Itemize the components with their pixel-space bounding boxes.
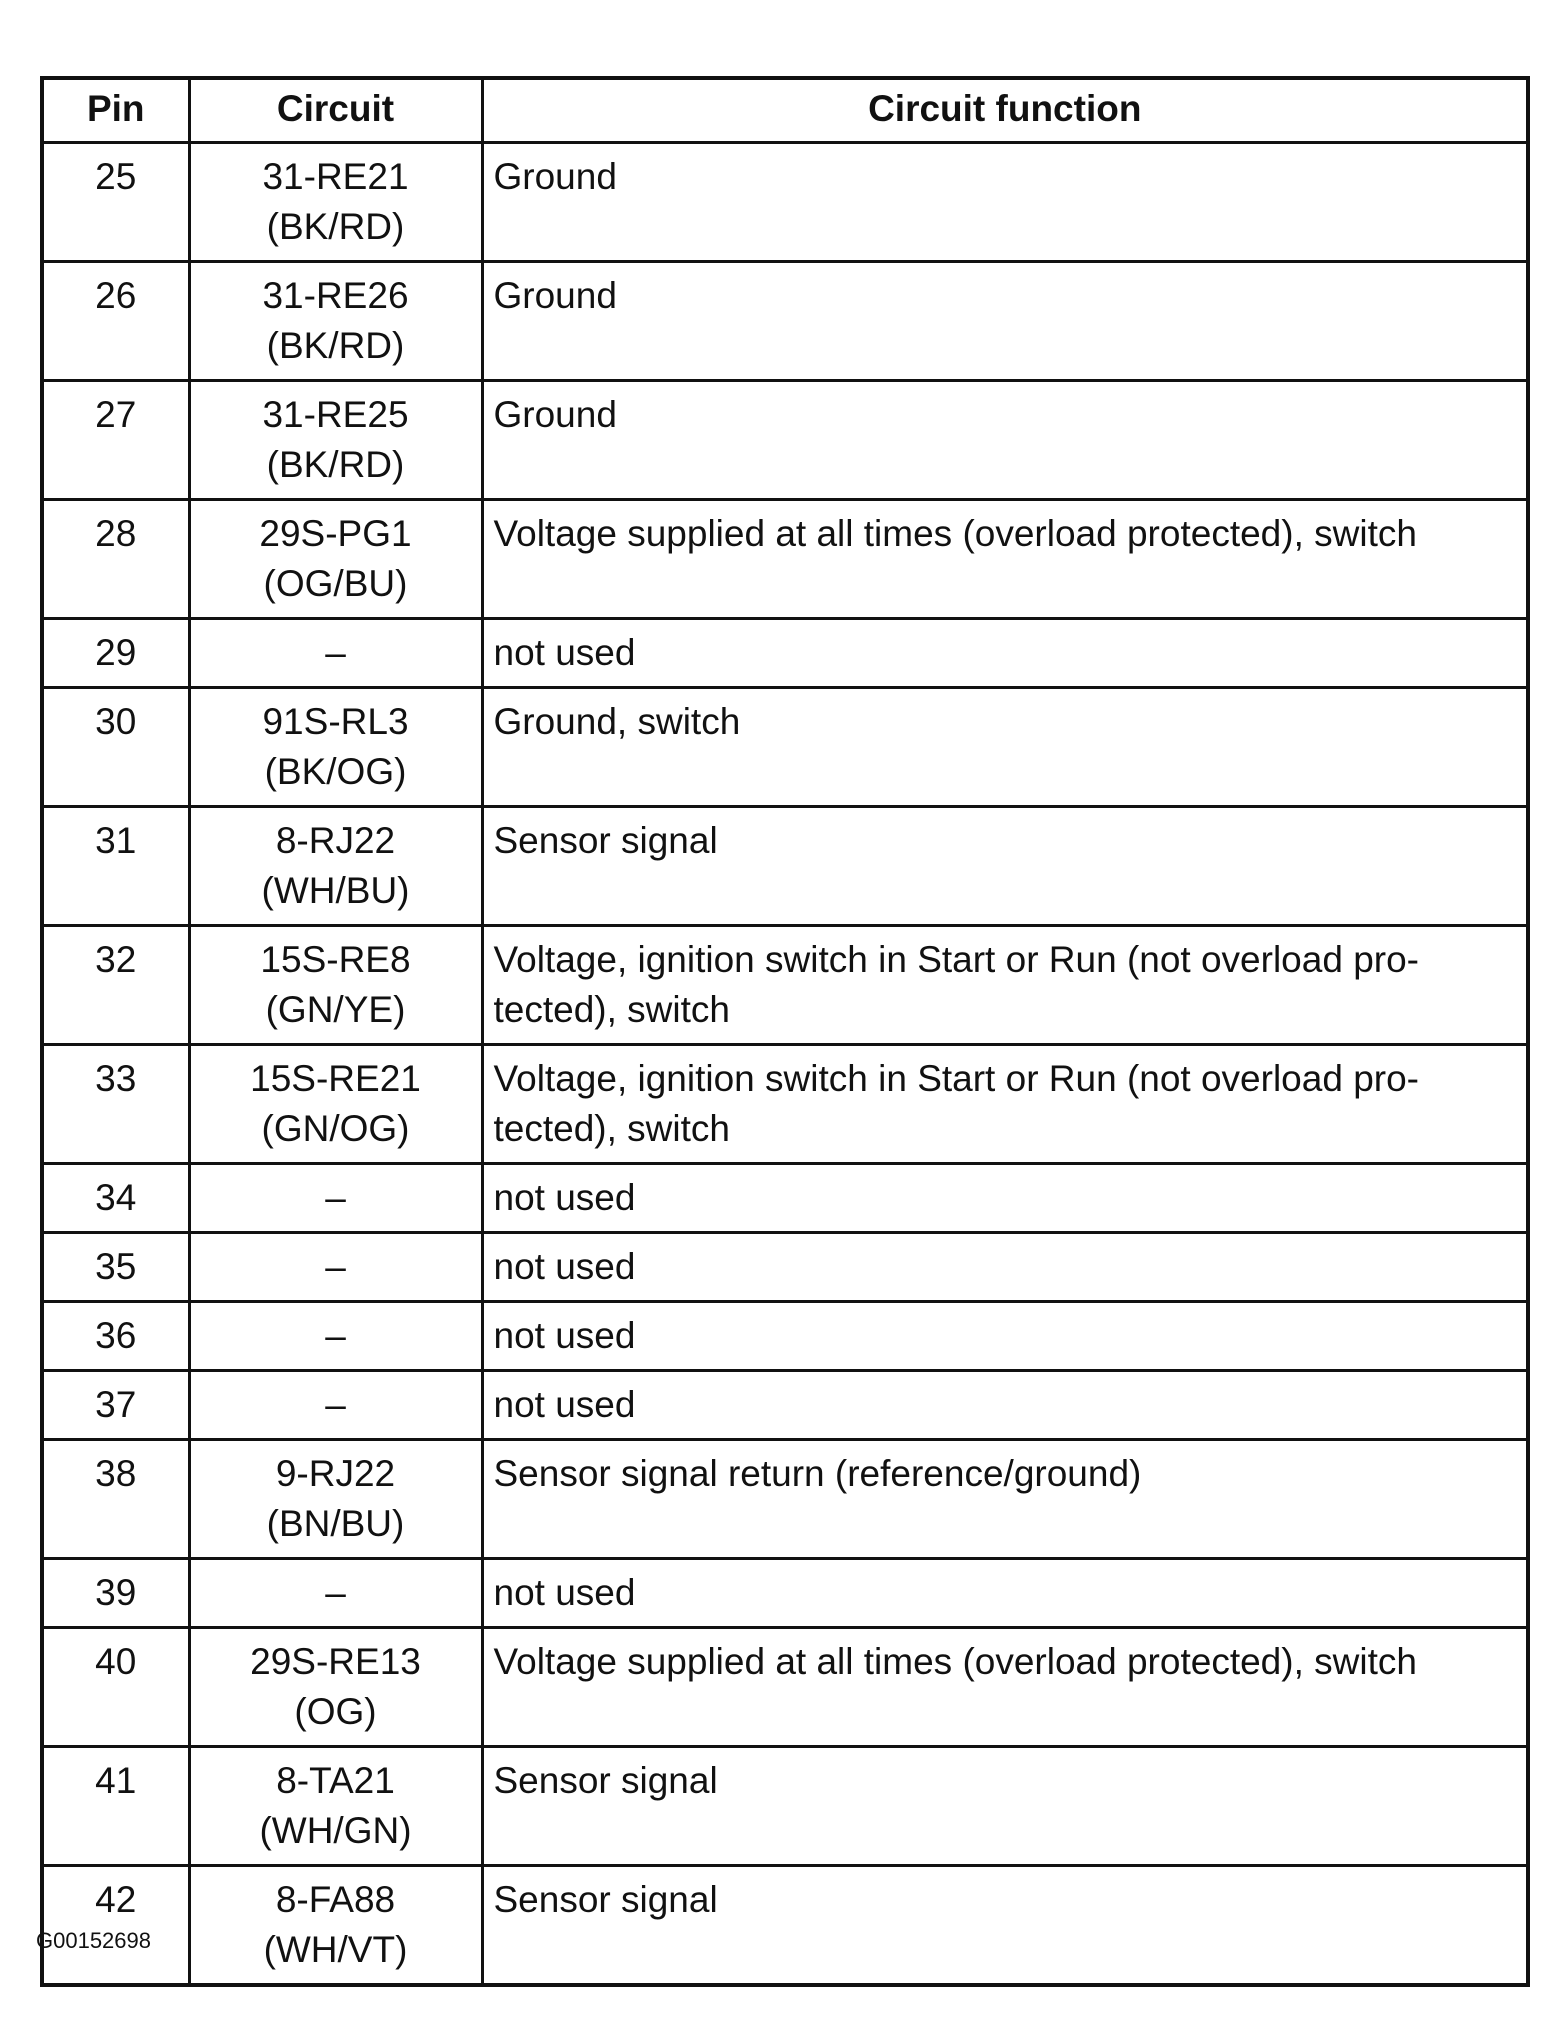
circuit-function-cell: [482, 1627, 1528, 1746]
table-row: [42, 1232, 1528, 1301]
circuit-function-text: Ground, switch: [493, 700, 741, 742]
table-row: [42, 1301, 1528, 1370]
circuit-id: 15S-RE8: [260, 938, 411, 980]
circuit-function-cell: [482, 1370, 1528, 1439]
circuit-function-cell: [482, 1044, 1528, 1163]
wire-color: (OG): [294, 1690, 377, 1732]
circuit-cell: [189, 1627, 482, 1746]
header-pin: Pin: [42, 78, 189, 142]
table-row: [42, 618, 1528, 687]
circuit-function-cell: [482, 618, 1528, 687]
circuit-function-cell: [482, 499, 1528, 618]
circuit-function-text: not used: [493, 1314, 636, 1356]
pin-cell: 35: [42, 1232, 189, 1301]
circuit-function-text: Ground: [493, 155, 617, 197]
pin-cell: 36: [42, 1301, 189, 1370]
circuit-function-text: tected), switch: [493, 1107, 730, 1149]
circuit-id: 9-RJ22: [275, 1452, 396, 1494]
circuit-function-cell: [482, 1746, 1528, 1865]
circuit-function-text: Ground: [493, 393, 617, 435]
circuit-cell: [189, 1439, 482, 1558]
circuit-function-text: not used: [493, 631, 636, 673]
pin-cell: 41: [42, 1746, 189, 1865]
circuit-cell: [189, 380, 482, 499]
wire-color: (WH/BU): [261, 869, 410, 911]
header-circuit-function: Circuit function: [482, 78, 1528, 142]
circuit-function-cell: [482, 261, 1528, 380]
pin-cell: 31: [42, 806, 189, 925]
circuit-id: –: [325, 1571, 346, 1613]
pin-cell: 34: [42, 1163, 189, 1232]
circuit-id: 8-FA88: [275, 1878, 396, 1920]
circuit-id: 15S-RE21: [250, 1057, 421, 1099]
circuit-cell: [189, 806, 482, 925]
table-row: [42, 1370, 1528, 1439]
wire-color: (BN/BU): [266, 1502, 405, 1544]
table-body: [42, 142, 1528, 1985]
table-row: [42, 1044, 1528, 1163]
table-row: [42, 1865, 1528, 1985]
circuit-function-cell: [482, 1439, 1528, 1558]
circuit-id: –: [325, 1245, 346, 1287]
wire-color: (BK/RD): [266, 324, 405, 366]
circuit-cell: [189, 261, 482, 380]
circuit-id: –: [325, 631, 346, 673]
pin-cell: 28: [42, 499, 189, 618]
table-row: [42, 1439, 1528, 1558]
table-row: [42, 687, 1528, 806]
circuit-cell: [189, 1044, 482, 1163]
circuit-function-cell: [482, 925, 1528, 1044]
circuit-cell: [189, 499, 482, 618]
circuit-id: 31-RE21: [262, 155, 409, 197]
circuit-function-cell: [482, 806, 1528, 925]
circuit-function-cell: [482, 142, 1528, 261]
circuit-function-text: Ground: [493, 274, 617, 316]
pinout-table-container: [40, 76, 1526, 1987]
circuit-function-cell: [482, 1558, 1528, 1627]
circuit-cell: [189, 618, 482, 687]
pin-cell: 37: [42, 1370, 189, 1439]
circuit-id: 31-RE26: [262, 274, 409, 316]
circuit-cell: [189, 1370, 482, 1439]
circuit-cell: [189, 1865, 482, 1985]
circuit-cell: [189, 1232, 482, 1301]
circuit-id: 91S-RL3: [262, 700, 409, 742]
circuit-function-cell: [482, 1232, 1528, 1301]
table-row: [42, 499, 1528, 618]
circuit-function-text: not used: [493, 1245, 636, 1287]
figure-code: G00152698: [36, 1928, 151, 1953]
pin-cell: 30: [42, 687, 189, 806]
wire-color: (GN/YE): [265, 988, 406, 1030]
circuit-id: –: [325, 1314, 346, 1356]
circuit-function-text: Sensor signal: [493, 1759, 718, 1801]
circuit-id: –: [325, 1176, 346, 1218]
table-row: [42, 142, 1528, 261]
wire-color: (WH/GN): [259, 1809, 412, 1851]
circuit-cell: [189, 1746, 482, 1865]
circuit-cell: [189, 687, 482, 806]
circuit-function-text: Voltage supplied at all times (overload protected), switch: [493, 512, 1417, 554]
table-row: [42, 1558, 1528, 1627]
pin-cell: 29: [42, 618, 189, 687]
circuit-id: 29S-RE13: [250, 1640, 421, 1682]
wire-color: (BK/RD): [266, 443, 405, 485]
wire-color: (BK/OG): [264, 750, 407, 792]
circuit-cell: [189, 142, 482, 261]
circuit-function-text: not used: [493, 1176, 636, 1218]
circuit-function-text: Voltage, ignition switch in Start or Run (not overload pro-: [493, 938, 1419, 980]
circuit-function-text: Sensor signal: [493, 819, 718, 861]
table-row: [42, 1163, 1528, 1232]
pin-cell: 42: [42, 1865, 189, 1985]
pin-cell: 33: [42, 1044, 189, 1163]
circuit-function-text: tected), switch: [493, 988, 730, 1030]
circuit-cell: [189, 925, 482, 1044]
circuit-id: 8-TA21: [276, 1759, 395, 1801]
wire-color: (BK/RD): [266, 205, 405, 247]
table-row: [42, 261, 1528, 380]
circuit-cell: [189, 1301, 482, 1370]
table-row: [42, 1746, 1528, 1865]
pin-cell: 26: [42, 261, 189, 380]
pin-cell: 40: [42, 1627, 189, 1746]
pin-cell: 39: [42, 1558, 189, 1627]
table-row: [42, 925, 1528, 1044]
table-header-row: [42, 78, 1528, 142]
circuit-function-cell: [482, 1301, 1528, 1370]
wire-color: (GN/OG): [261, 1107, 410, 1149]
pin-cell: 27: [42, 380, 189, 499]
circuit-cell: [189, 1558, 482, 1627]
circuit-id: 29S-PG1: [259, 512, 412, 554]
pin-cell: 32: [42, 925, 189, 1044]
circuit-function-cell: [482, 380, 1528, 499]
wire-color: (WH/VT): [263, 1928, 408, 1970]
circuit-function-cell: [482, 1163, 1528, 1232]
circuit-function-text: not used: [493, 1571, 636, 1613]
circuit-function-text: not used: [493, 1383, 636, 1425]
table-row: [42, 380, 1528, 499]
wire-color: (OG/BU): [263, 562, 408, 604]
header-circuit: Circuit: [189, 78, 482, 142]
circuit-function-text: Voltage supplied at all times (overload protected), switch: [493, 1640, 1417, 1682]
circuit-cell: [189, 1163, 482, 1232]
circuit-id: 8-RJ22: [275, 819, 396, 861]
table-row: [42, 1627, 1528, 1746]
pin-cell: 25: [42, 142, 189, 261]
circuit-function-cell: [482, 1865, 1528, 1985]
pin-cell: 38: [42, 1439, 189, 1558]
table-row: [42, 806, 1528, 925]
pinout-table: [40, 76, 1530, 1987]
circuit-id: –: [325, 1383, 346, 1425]
circuit-function-text: Voltage, ignition switch in Start or Run (not overload pro-: [493, 1057, 1419, 1099]
circuit-function-cell: [482, 687, 1528, 806]
circuit-function-text: Sensor signal return (reference/ground): [493, 1452, 1142, 1494]
circuit-function-text: Sensor signal: [493, 1878, 718, 1920]
circuit-id: 31-RE25: [262, 393, 409, 435]
